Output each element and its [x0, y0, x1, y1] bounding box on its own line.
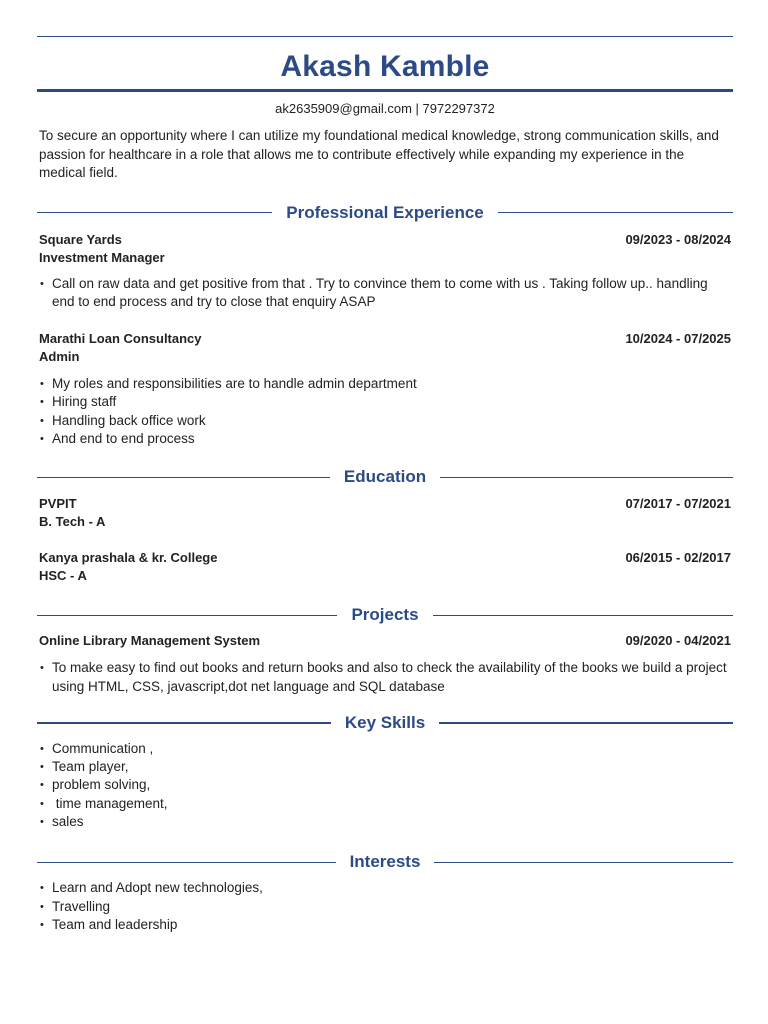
section-rule-right	[440, 477, 733, 479]
list-item: • Hiring staff	[39, 393, 731, 411]
list-item: • sales	[39, 813, 731, 831]
date-range: 06/2015 - 02/2017	[625, 550, 731, 566]
degree: B. Tech - A	[39, 514, 106, 530]
experience-bullets	[37, 275, 733, 312]
section-experience	[37, 201, 733, 225]
company-name: Square Yards	[39, 231, 122, 247]
date-range: 10/2024 - 07/2025	[625, 331, 731, 347]
section-rule-left	[37, 722, 331, 724]
date-range: 07/2017 - 07/2021	[625, 496, 731, 512]
section-rule-right	[498, 212, 733, 214]
list-item: • Travelling	[39, 898, 731, 916]
school-name: Kanya prashala & kr. College	[39, 550, 218, 566]
education-entry	[37, 495, 733, 531]
summary-text: To secure an opportunity where I can utilize my foundational medical knowledge, strong communication skills, and passion for healthcare in a role that allows me to contribute effectively while expanding my experience in the medical field.	[39, 128, 719, 180]
education-entry	[37, 549, 733, 585]
list-item: • And end to end process	[39, 430, 731, 448]
top-divider	[37, 36, 733, 37]
skills-list	[37, 740, 733, 831]
list-item: • problem solving,	[39, 776, 731, 794]
interests-list	[37, 879, 733, 934]
contact-info: ak2635909@gmail.com | 7972297372	[275, 101, 495, 116]
date-range: 09/2020 - 04/2021	[625, 633, 731, 649]
job-role: Investment Manager	[39, 249, 165, 265]
section-title: Interests	[349, 852, 421, 872]
date-range: 09/2023 - 08/2024	[625, 231, 731, 247]
degree: HSC - A	[39, 568, 87, 584]
section-rule-left	[37, 615, 337, 617]
list-item: • Handling back office work	[39, 412, 731, 430]
project-name: Online Library Management System	[39, 633, 261, 649]
list-item: • Team player,	[39, 758, 731, 776]
section-rule-left	[37, 862, 336, 864]
experience-bullets	[37, 375, 733, 448]
list-item: • time management,	[39, 795, 731, 813]
list-item: • Call on raw data and get positive from that . Try to convince them to come with us . Taking follow up.. handling end to end process and try to close that enquiry ASAP	[39, 275, 731, 312]
section-rule-right	[434, 862, 733, 864]
section-title: Key Skills	[344, 712, 426, 732]
list-item: • My roles and responsibilities are to handle admin department	[39, 375, 731, 393]
school-name: PVPIT	[39, 496, 77, 512]
section-projects	[37, 603, 733, 627]
section-rule-right	[433, 615, 733, 617]
list-item: • Team and leadership	[39, 916, 731, 934]
name-divider	[37, 89, 733, 92]
list-item: • Learn and Adopt new technologies,	[39, 879, 731, 897]
experience-entry	[37, 231, 733, 267]
section-rule-left	[37, 212, 272, 214]
section-title: Projects	[351, 605, 419, 625]
project-bullets	[37, 659, 733, 696]
list-item: • To make easy to find out books and return books and also to check the availability of the books we build a project using HTML, CSS, javascript,dot net language and SQL database	[39, 659, 731, 696]
section-rule-right	[439, 722, 733, 724]
section-interests	[37, 850, 733, 874]
section-title: Professional Experience	[286, 202, 484, 222]
section-skills	[37, 711, 733, 735]
resume-page	[37, 36, 733, 934]
experience-entry	[37, 330, 733, 366]
job-role: Admin	[39, 349, 80, 365]
section-title: Education	[343, 467, 427, 487]
section-education	[37, 465, 733, 489]
section-rule-left	[37, 477, 330, 479]
company-name: Marathi Loan Consultancy	[39, 331, 202, 347]
project-entry	[37, 632, 733, 650]
list-item: • Communication ,	[39, 740, 731, 758]
candidate-name: Akash Kamble	[280, 50, 490, 83]
